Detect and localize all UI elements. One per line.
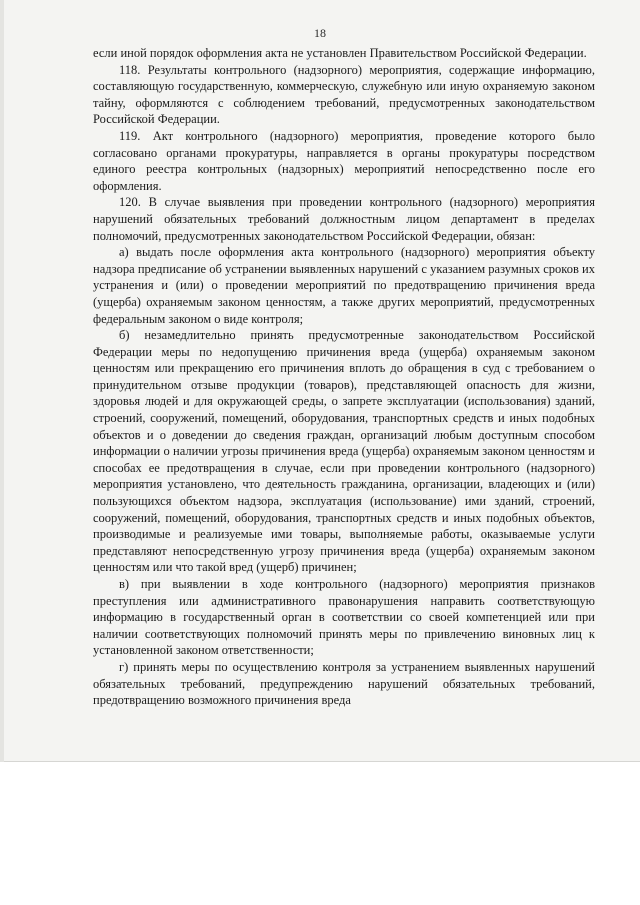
paragraph-continuation: если иной порядок оформления акта не установлен Правительством Российской Федерации. [93,46,587,60]
paragraph-120-v: в) при выявлении в ходе контрольного (надзорного) мероприятия признаков преступления или административного правонарушения направить соответствующую информацию в государственный орган в соответствии со своей компетенцией или при наличии соответствующих полномочий принять меры по привлечению виновных лиц к установленной законом ответственности; [93,577,595,658]
document-body [93,45,595,709]
paragraph-120-b: б) незамедлительно принять предусмотренные законодательством Российской Федерации меры по недопущению причинения вреда (ущерба) охраняемым законом ценностям или прекращению его причинения вплоть до обращения в суд с требованием о принудительном отзыве продукции (товаров), представляющей опасность для жизни, здоровья людей и для окружающей среды, о запрете эксплуатации (использования) зданий, строений, сооружений, помещений, оборудования, транспортных средств и иных подобных объектов и о доведении до сведения граждан, организаций любым доступным способом информации о наличии угрозы причинения вреда (ущерба) охраняемым законом ценностям и способах ее предотвращения в случае, если при проведении контрольного (надзорного) мероприятия установлено, что деятельность гражданина, организации, владеющих и (или) пользующихся объектом надзора, эксплуатация (использование) ими зданий, строений, сооружений, помещений, оборудования, транспортных средств и иных подобных объектов, производимые и реализуемые ими товары, выполняемые работы, оказываемые услуги представляют непосредственную угрозу причинения вреда (ущерба) охраняемым законом ценностям или что такой вред (ущерб) причинен; [93,328,595,575]
page-number: 18 [314,26,326,40]
paragraph-120: 120. В случае выявления при проведении контрольного (надзорного) мероприятия нарушений обязательных требований должностным лицом департамент в пределах полномочий, предусмотренных законодательством Российской Федерации, обязан: [93,195,595,243]
page-edge [0,0,4,762]
paragraph-120-a: а) выдать после оформления акта контрольного (надзорного) мероприятия объекту надзора предписание об устранении выявленных нарушений с указанием разумных сроков их устранения и (или) о проведении мероприятий по предотвращению причинения вреда (ущерба) охраняемым законом ценностям, а также других мероприятий, предусмотренных федеральным законом о виде контроля; [93,245,595,326]
paragraph-119: 119. Акт контрольного (надзорного) мероприятия, проведение которого было согласовано органами прокуратуры, направляется в органы прокуратуры посредством единого реестра контрольных (надзорных) мероприятий непосредственно после его оформления. [93,128,595,193]
paragraph-120-g: г) принять меры по осуществлению контроля за устранением выявленных нарушений обязательных требований, предупреждению нарушений обязательных требований, предотвращению возможного причинения вреда [93,659,595,708]
paragraph-118: 118. Результаты контрольного (надзорного) мероприятия, содержащие информацию, составляющую государственную, коммерческую, служебную или иную охраняемую законом тайну, оформляются с соблюдением требований, предусмотренных законодательством Российской Федерации. [93,62,595,127]
